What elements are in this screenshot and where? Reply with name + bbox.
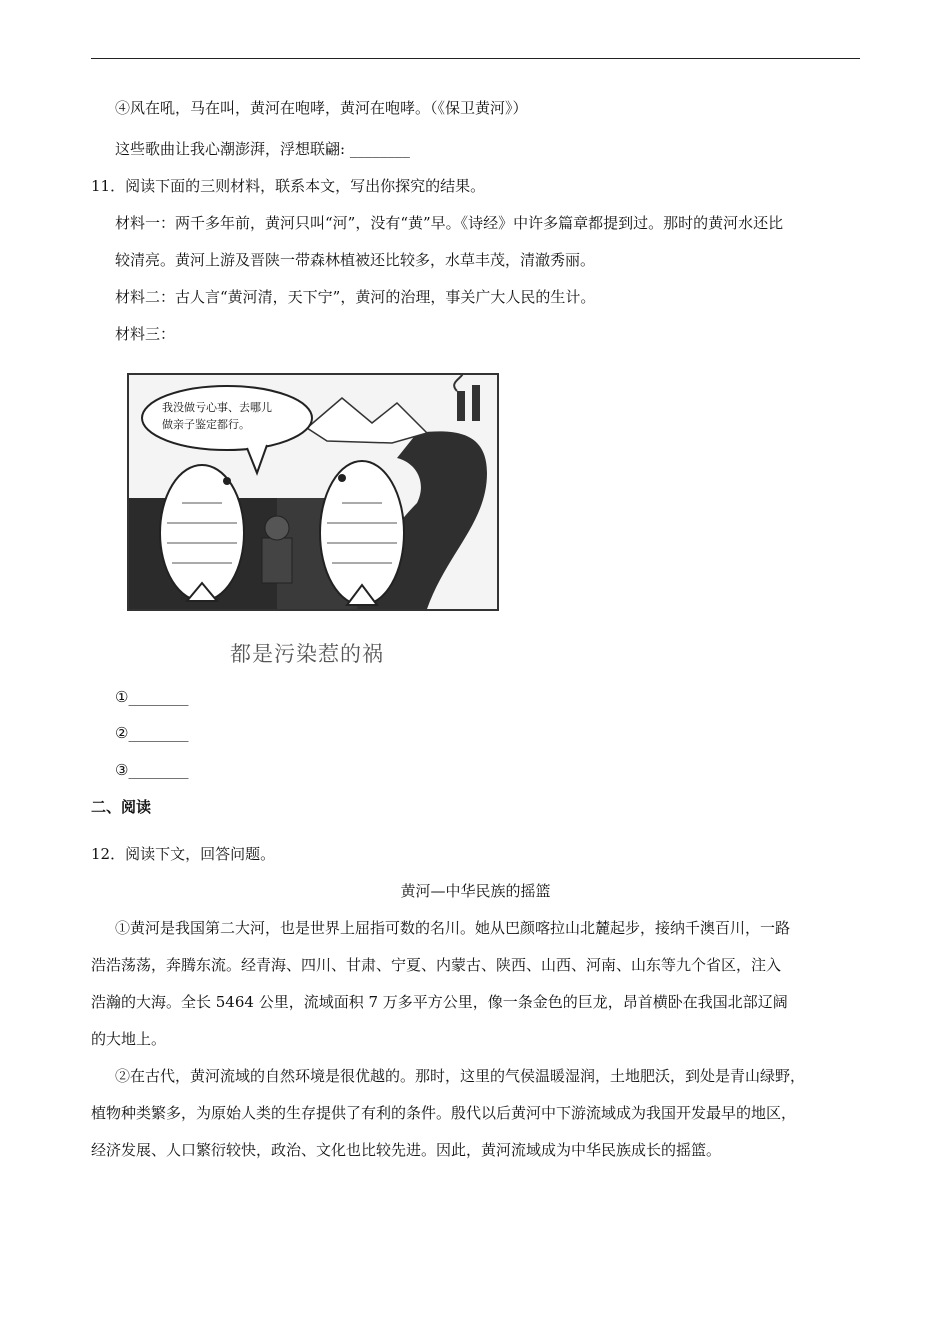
section-heading: 二、阅读 [91, 798, 152, 816]
article-title: 黄河—中华民族的摇篮 [400, 882, 551, 900]
cartoon-caption: 都是污染惹的祸 [230, 642, 384, 666]
paragraph-2-line-1: ②在古代，黄河流域的自然环境是很优越的。那时，这里的气侯温暖湿润，土地肥沃，到处是青山绿野， [115, 1067, 806, 1085]
material-1-line-1: 材料一：两千多年前，黄河只叫“河”，没有“黄”早。《诗经》中许多篇章都提到过。那时的黄河水还比 [115, 214, 784, 232]
answer-blank-2[interactable]: ②________ [115, 724, 189, 742]
material-1-line-2: 较清亮。黄河上游及晋陕一带森林植被还比较多，水草丰茂，清澈秀丽。 [115, 251, 596, 269]
paragraph-1-line-2: 浩浩荡荡，奔腾东流。经青海、四川、甘肃、宁夏、内蒙古、陕西、山西、河南、山东等九个省区，注入 [91, 956, 782, 974]
answer-blank-1[interactable]: ①________ [115, 688, 189, 706]
q10-prompt: 这些歌曲让我心潮澎湃，浮想联翩: ________ [115, 140, 410, 158]
paragraph-2-line-3: 经济发展、人口繁衍较快，政治、文化也比较先进。因此，黄河流域成为中华民族成长的摇篮。 [91, 1141, 722, 1159]
paragraph-1-line-4: 的大地上。 [91, 1030, 167, 1048]
paragraph-1-line-1: ①黄河是我国第二大河，也是世界上屈指可数的名川。她从巴颜喀拉山北麓起步，接纳千澳百川，一路 [115, 919, 791, 937]
q10-item-4: ④风在吼，马在叫，黄河在咆哮，黄河在咆哮。（《保卫黄河》） [115, 99, 528, 117]
svg-text:做亲子鉴定都行。: 做亲子鉴定都行。 [162, 418, 250, 431]
header-rule [91, 58, 860, 59]
svg-text:我没做亏心事、去哪儿: 我没做亏心事、去哪儿 [162, 401, 272, 414]
q11-stem: 11．阅读下面的三则材料，联系本文，写出你探究的结果。 [91, 177, 486, 195]
answer-blank-3[interactable]: ③________ [115, 761, 189, 779]
pollution-cartoon-image [127, 373, 499, 611]
paragraph-2-line-2: 植物种类繁多，为原始人类的生存提供了有利的条件。殷代以后黄河中下游流域成为我国开发最早的地区， [91, 1104, 797, 1122]
q12-stem: 12．阅读下文，回答问题。 [91, 845, 276, 863]
material-2: 材料二：古人言“黄河清，天下宁”，黄河的治理，事关广大人民的生计。 [115, 288, 596, 306]
material-3-label: 材料三： [115, 325, 176, 343]
paragraph-1-line-3: 浩瀚的大海。全长 5464 公里，流域面积 7 万多平方公里，像一条金色的巨龙，昂首横卧在我国北部辽阔 [91, 993, 788, 1011]
